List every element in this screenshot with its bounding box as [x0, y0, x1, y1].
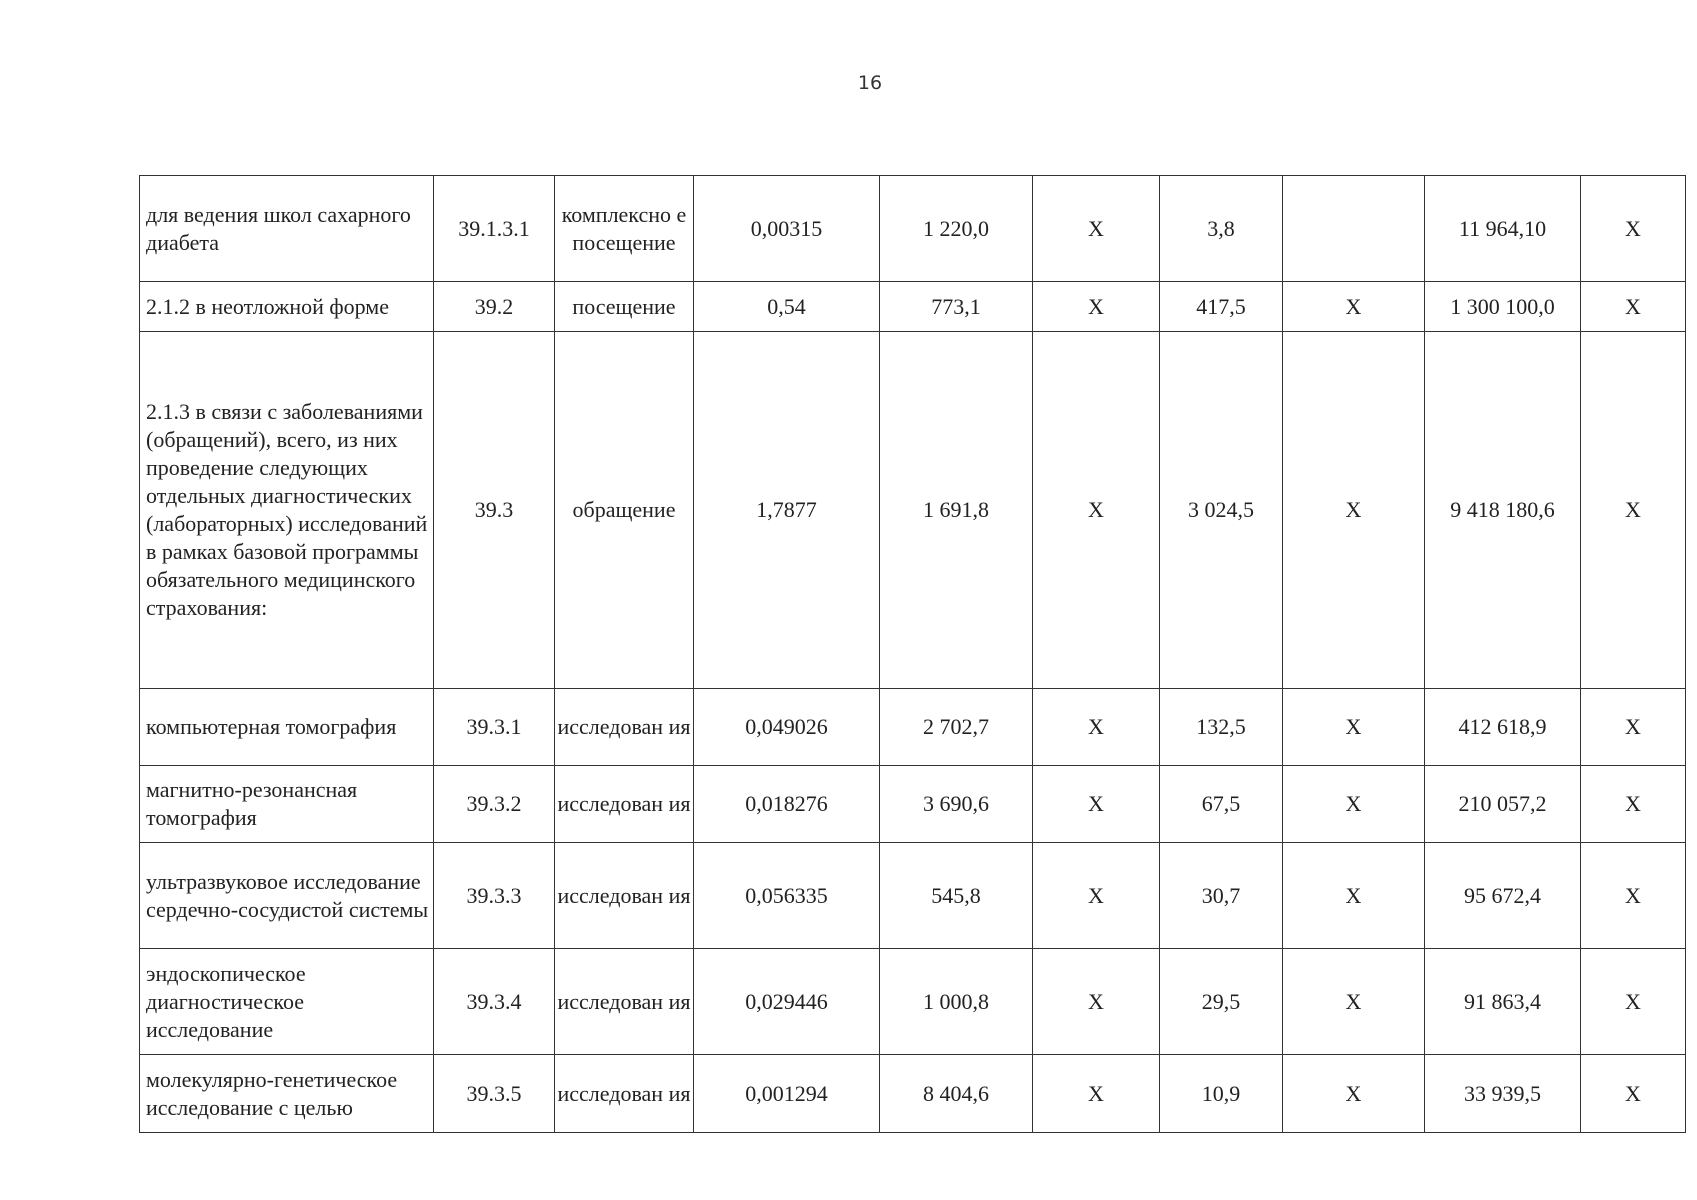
row-unit: исследован ия — [555, 843, 694, 949]
row-name: молекулярно-генетическое исследование с целью — [140, 1055, 434, 1133]
row-c9: 95 672,4 — [1425, 843, 1581, 949]
row-c7: 417,5 — [1160, 282, 1283, 332]
row-c5: 1 691,8 — [880, 332, 1033, 689]
row-c7: 29,5 — [1160, 949, 1283, 1055]
row-c10: X — [1581, 1055, 1686, 1133]
row-c4: 0,00315 — [694, 176, 880, 282]
row-c6: X — [1033, 332, 1160, 689]
row-c4: 0,018276 — [694, 766, 880, 843]
row-c10: X — [1581, 766, 1686, 843]
row-c10: X — [1581, 282, 1686, 332]
row-name: компьютерная томография — [140, 689, 434, 766]
row-c7: 67,5 — [1160, 766, 1283, 843]
row-name: 2.1.3 в связи с заболеваниями (обращений), всего, из них проведение следующих отдельных диагностических (лабораторных) исследований в рамках базовой программы обязательного медицинского страхования: — [140, 332, 434, 689]
row-c10: X — [1581, 843, 1686, 949]
page-number: 16 — [857, 72, 883, 94]
row-unit: исследован ия — [555, 766, 694, 843]
row-c4: 0,001294 — [694, 1055, 880, 1133]
table-row — [140, 843, 1686, 949]
row-c9: 11 964,10 — [1425, 176, 1581, 282]
row-unit: исследован ия — [555, 949, 694, 1055]
row-code: 39.3.2 — [434, 766, 555, 843]
row-c6: X — [1033, 766, 1160, 843]
row-name: ультразвуковое исследование сердечно-сосудистой системы — [140, 843, 434, 949]
row-code: 39.1.3.1 — [434, 176, 555, 282]
row-name: магнитно-резонансная томография — [140, 766, 434, 843]
row-c10: X — [1581, 176, 1686, 282]
table-row — [140, 766, 1686, 843]
row-c4: 0,029446 — [694, 949, 880, 1055]
row-c4: 1,7877 — [694, 332, 880, 689]
row-c7: 3 024,5 — [1160, 332, 1283, 689]
row-c8: X — [1283, 332, 1425, 689]
row-c5: 2 702,7 — [880, 689, 1033, 766]
row-c10: X — [1581, 332, 1686, 689]
row-unit: посещение — [555, 282, 694, 332]
row-code: 39.3.5 — [434, 1055, 555, 1133]
row-c8: X — [1283, 282, 1425, 332]
row-unit: обращение — [555, 332, 694, 689]
row-c8: X — [1283, 766, 1425, 843]
row-c9: 210 057,2 — [1425, 766, 1581, 843]
row-c9: 9 418 180,6 — [1425, 332, 1581, 689]
row-code: 39.3.4 — [434, 949, 555, 1055]
row-c7: 132,5 — [1160, 689, 1283, 766]
row-code: 39.3.3 — [434, 843, 555, 949]
row-c5: 3 690,6 — [880, 766, 1033, 843]
row-c4: 0,049026 — [694, 689, 880, 766]
row-c9: 1 300 100,0 — [1425, 282, 1581, 332]
row-unit: исследован ия — [555, 689, 694, 766]
row-c5: 1 220,0 — [880, 176, 1033, 282]
row-c8: X — [1283, 1055, 1425, 1133]
table-row — [140, 176, 1686, 282]
row-c9: 412 618,9 — [1425, 689, 1581, 766]
row-c8: X — [1283, 949, 1425, 1055]
row-c4: 0,54 — [694, 282, 880, 332]
row-c5: 773,1 — [880, 282, 1033, 332]
table-row — [140, 1055, 1686, 1133]
row-c5: 8 404,6 — [880, 1055, 1033, 1133]
row-code: 39.2 — [434, 282, 555, 332]
row-c8: X — [1283, 689, 1425, 766]
row-c8: X — [1283, 843, 1425, 949]
row-code: 39.3 — [434, 332, 555, 689]
row-unit: исследован ия — [555, 1055, 694, 1133]
row-c6: X — [1033, 176, 1160, 282]
row-c5: 545,8 — [880, 843, 1033, 949]
row-code: 39.3.1 — [434, 689, 555, 766]
row-c6: X — [1033, 282, 1160, 332]
row-c4: 0,056335 — [694, 843, 880, 949]
row-name: для ведения школ сахарного диабета — [140, 176, 434, 282]
table-row — [140, 332, 1686, 689]
row-c6: X — [1033, 949, 1160, 1055]
row-c7: 30,7 — [1160, 843, 1283, 949]
row-name: 2.1.2 в неотложной форме — [140, 282, 434, 332]
row-c6: X — [1033, 1055, 1160, 1133]
row-c9: 33 939,5 — [1425, 1055, 1581, 1133]
row-name: эндоскопическое диагностическое исследование — [140, 949, 434, 1055]
table-row — [140, 949, 1686, 1055]
row-c7: 10,9 — [1160, 1055, 1283, 1133]
row-c7: 3,8 — [1160, 176, 1283, 282]
table-row — [140, 689, 1686, 766]
row-c10: X — [1581, 689, 1686, 766]
row-c6: X — [1033, 689, 1160, 766]
row-c10: X — [1581, 949, 1686, 1055]
row-c9: 91 863,4 — [1425, 949, 1581, 1055]
row-unit: комплексно е посещение — [555, 176, 694, 282]
row-c6: X — [1033, 843, 1160, 949]
table-row — [140, 282, 1686, 332]
row-c8 — [1283, 176, 1425, 282]
tariff-table — [139, 175, 1686, 1133]
row-c5: 1 000,8 — [880, 949, 1033, 1055]
